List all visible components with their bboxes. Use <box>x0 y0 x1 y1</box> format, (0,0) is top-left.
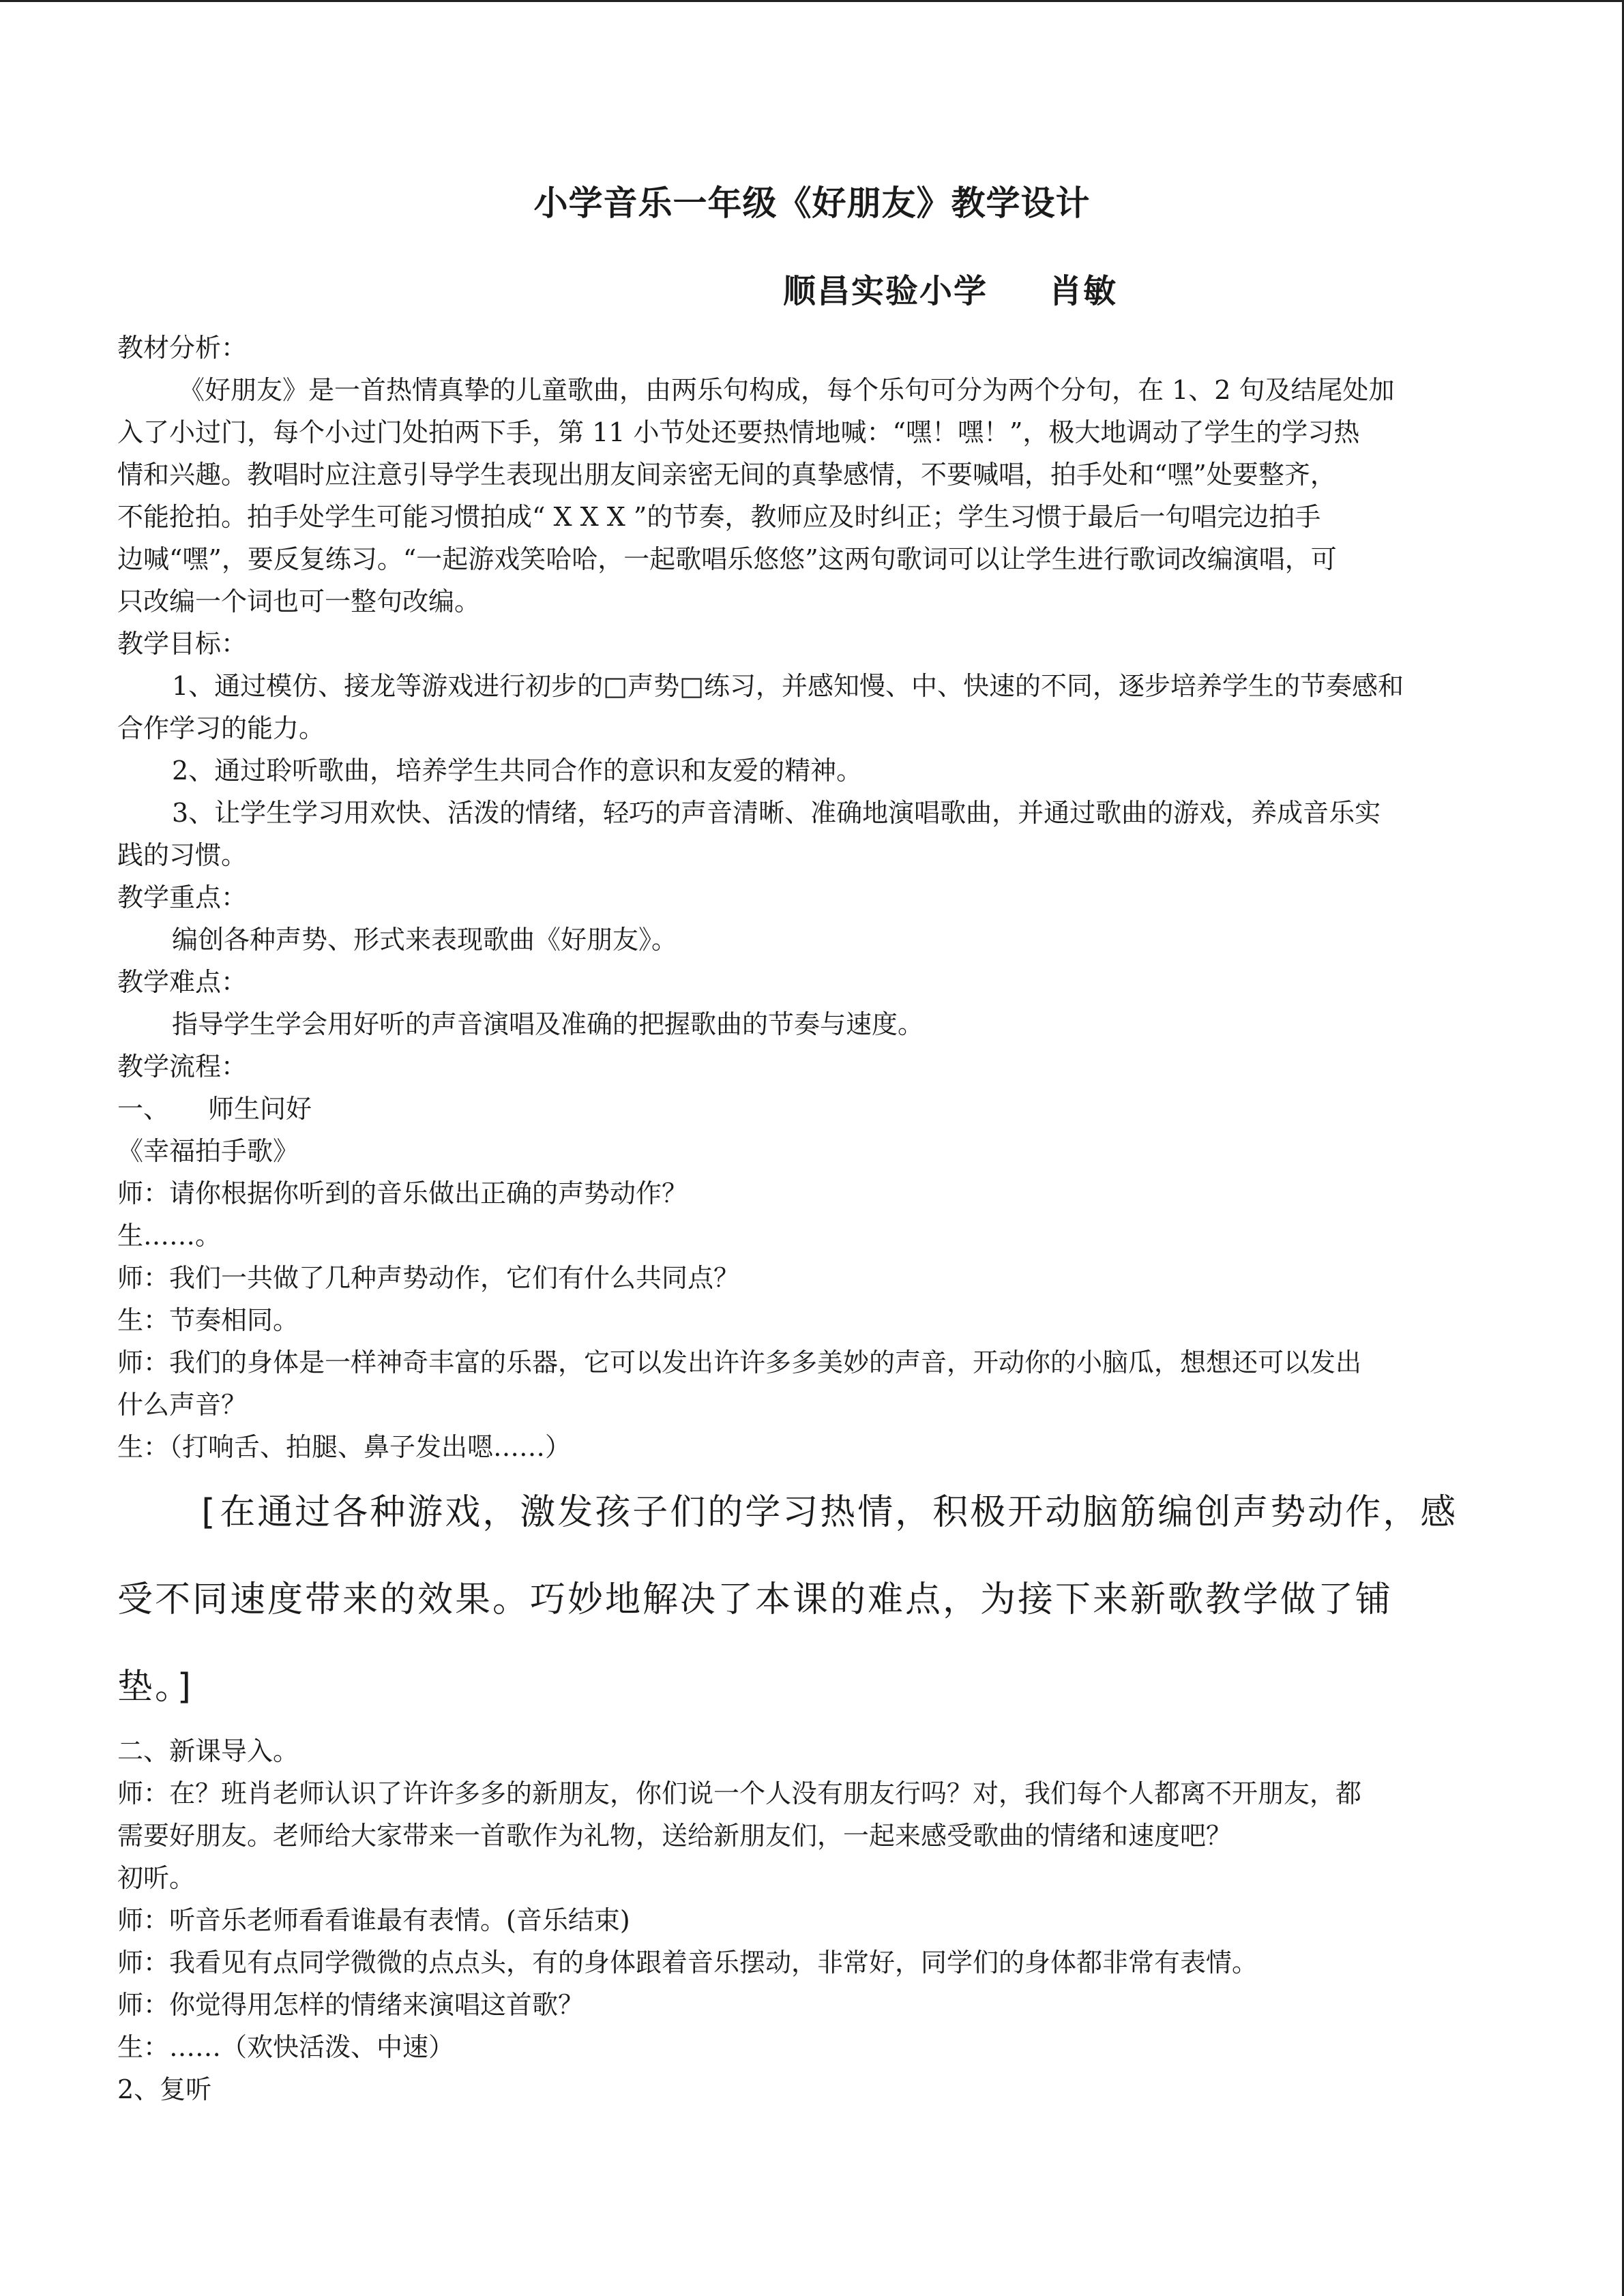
paragraph-line: 践的习惯。 <box>117 840 248 870</box>
dialogue-line: 生：节奏相同。 <box>117 1305 299 1335</box>
dialogue-line: 师：我看见有点同学微微的点点头，有的身体跟着音乐摆动，非常好，同学们的身体都非常有表情。 <box>117 1948 1258 1978</box>
step-heading: 2、复听 <box>117 2074 212 2104</box>
paragraph-line: 不能抢拍。拍手处学生可能习惯拍成“ X X X ”的节奏，教师应及时纠正；学生习惯于最后一句唱完边拍手 <box>117 502 1321 532</box>
section-heading: 教学难点： <box>117 967 248 997</box>
paragraph-line: 《好朋友》是一首热情真挚的儿童歌曲，由两乐句构成，每个乐句可分为两个分句，在 1、2 句及结尾处加 <box>179 375 1395 405</box>
dialogue-line: 师：在？班肖老师认识了许许多多的新朋友，你们说一个人没有朋友行吗？对，我们每个人都离不开朋友，都 <box>117 1778 1362 1808</box>
paragraph-line: 情和兴趣。教唱时应注意引导学生表现出朋友间亲密无间的真挚感情，不要喊唱，拍手处和“嘿”处要整齐， <box>117 460 1336 490</box>
paragraph-line: 2、通过聆听歌曲，培养学生共同合作的意识和友爱的精神。 <box>172 756 863 786</box>
paragraph-line: 指导学生学会用好听的声音演唱及准确的把握歌曲的节奏与速度。 <box>172 1009 924 1039</box>
section-heading: 教学重点： <box>117 882 248 912</box>
dialogue-line: 初听。 <box>117 1863 196 1893</box>
dialogue-line: 师：我们的身体是一样神奇丰富的乐器，它可以发出许许多多美妙的声音，开动你的小脑瓜，想想还可以发出 <box>117 1347 1362 1377</box>
dialogue-line: 什么声音？ <box>117 1390 248 1420</box>
paragraph-line: 边喊“嘿”，要反复练习。“一起游戏笑哈哈，一起歌唱乐悠悠”这两句歌词可以让学生进行歌词改编演唱，可 <box>117 544 1337 574</box>
section-heading: 教学流程： <box>117 1052 248 1082</box>
section-heading: 教学目标： <box>117 629 248 659</box>
paragraph-line: 1、通过模仿、接龙等游戏进行初步的□声势□练习，并感知慢、中、快速的不同，逐步培养学生的节奏感和 <box>172 671 1404 701</box>
dialogue-line: 师：我们一共做了几种声势动作，它们有什么共同点？ <box>117 1263 740 1293</box>
dialogue-line: 师：请你根据你听到的音乐做出正确的声势动作？ <box>117 1178 688 1208</box>
dialogue-line: 《幸福拍手歌》 <box>117 1136 299 1166</box>
dialogue-line: 生……。 <box>117 1221 222 1251</box>
step-heading: 一、 师生问好 <box>117 1094 312 1124</box>
dialogue-line: 生：（打响舌、拍腿、鼻子发出嗯……） <box>117 1432 572 1462</box>
dialogue-line: 需要好朋友。老师给大家带来一首歌作为礼物，送给新朋友们，一起来感受歌曲的情绪和速度吧？ <box>117 1821 1232 1851</box>
dialogue-line: 生：……（欢快活泼、中速） <box>117 2032 455 2062</box>
dialogue-line: 师：你觉得用怎样的情绪来演唱这首歌？ <box>117 1990 585 2020</box>
paragraph-line: 3、让学生学习用欢快、活泼的情绪，轻巧的声音清晰、准确地演唱歌曲，并通过歌曲的游戏，养成音乐实 <box>172 798 1381 828</box>
commentary-line: 垫。] <box>117 1667 198 1708</box>
paragraph-line: 只改编一个词也可一整句改编。 <box>117 586 481 616</box>
step-heading: 二、新课导入。 <box>117 1736 299 1766</box>
commentary-line: [在通过各种游戏，激发孩子们的学习热情，积极开动脑筋编创声势动作，感 <box>196 1492 1458 1533</box>
dialogue-line: 师：听音乐老师看看谁最有表情。(音乐结束) <box>117 1905 630 1935</box>
paragraph-line: 入了小过门，每个小过门处拍两下手，第 11 小节处还要热情地喊：“嘿！嘿！”，极大地调动了学生的学习热 <box>117 417 1360 447</box>
document-title: 小学音乐一年级《好朋友》教学设计 <box>533 183 1091 223</box>
page-border-top <box>0 0 1624 2</box>
paragraph-line: 编创各种声势、形式来表现歌曲《好朋友》。 <box>172 925 678 955</box>
paragraph-line: 合作学习的能力。 <box>117 713 325 743</box>
commentary-line: 受不同速度带来的效果。巧妙地解决了本课的难点，为接下来新歌教学做了铺 <box>117 1579 1393 1620</box>
section-heading: 教材分析： <box>117 333 248 363</box>
author-name: 肖敏 <box>1049 272 1118 310</box>
author-line <box>783 265 1117 312</box>
author-school: 顺昌实验小学 <box>783 272 988 310</box>
